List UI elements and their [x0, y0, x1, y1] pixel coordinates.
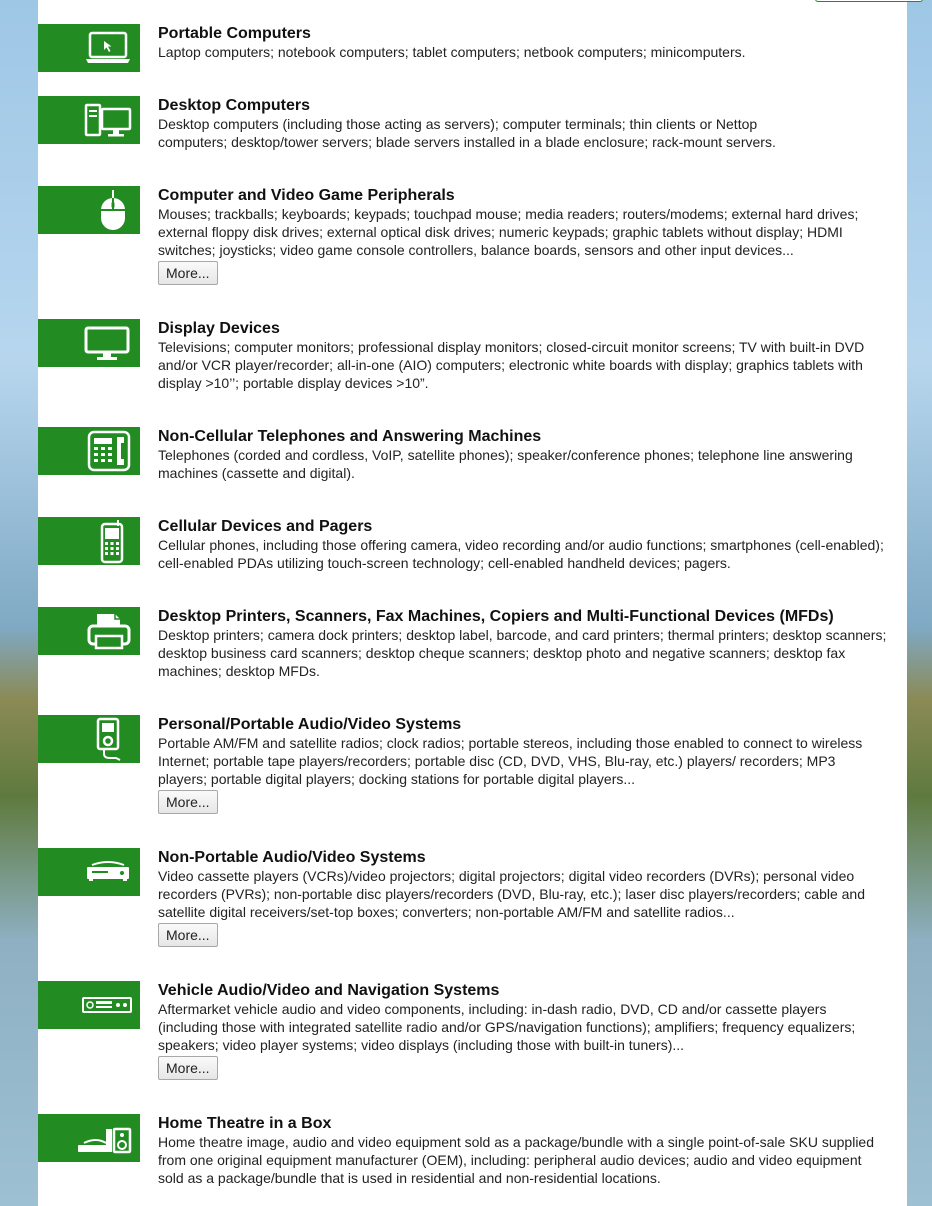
category-icon-tile	[38, 607, 140, 655]
background-landscape-left	[0, 0, 38, 1206]
category-icon-tile	[38, 319, 140, 367]
more-button[interactable]: More...	[158, 1056, 218, 1080]
category-description: Laptop computers; notebook computers; tablet computers; netbook computers; minicomputers.	[158, 44, 746, 60]
category-description: Mouses; trackballs; keyboards; keypads; touchpad mouse; media readers; routers/modems; external hard drives; external floppy disk drives; external optical disk drives; numeric keypads; graphic tablets without display; HDMI switches; joysticks; video game console controllers, balance boards, sensors and other input devices...	[158, 206, 859, 258]
printer-icon	[84, 610, 132, 652]
category-description: Home theatre image, audio and video equipment sold as a package/bundle with a single point-of-sale SKU supplied from one original equipment manufacturer (OEM), including: peripheral audio devices; audio and video equipment sold as a package/bundle that is used in residential and non-residential locations.	[158, 1134, 875, 1186]
category-icon-tile	[38, 427, 140, 475]
category-icon-tile	[38, 517, 140, 565]
category-description: Desktop printers; camera dock printers; desktop label, barcode, and card printers; thermal printers; desktop scanners; desktop business card scanners; desktop cheque scanners; desktop photo and negative scanners; desktop fax machines; desktop MFDs.	[158, 627, 887, 679]
portable-audio-player-icon	[84, 716, 132, 762]
content-panel	[38, 0, 907, 1206]
home-theatre-icon	[76, 1121, 132, 1155]
category-title[interactable]: Non-Portable Audio/Video Systems	[158, 849, 426, 866]
telephone-icon	[84, 429, 132, 473]
category-icon-tile	[38, 981, 140, 1029]
category-icon-tile	[38, 1114, 140, 1162]
dvd-player-icon	[84, 857, 132, 887]
category-description: Portable AM/FM and satellite radios; clock radios; portable stereos, including those enabled to connect to wireless Internet; portable tape players/recorders; portable disc (CD, DVD, VHS, Blu-ray, etc.) players/ recorders; MP3 players; portable digital players; docking stations for portable digital players...	[158, 735, 863, 787]
desktop-computer-icon	[84, 101, 132, 139]
category-description: Desktop computers (including those acting as servers); computer terminals; thin clients or Nettop computers; desktop/tower servers; blade servers installed in a blade enclosure; rack-mount servers.	[158, 116, 776, 150]
top-button-edge[interactable]	[815, 0, 923, 2]
category-title[interactable]: Non-Cellular Telephones and Answering Machines	[158, 428, 542, 445]
category-title[interactable]: Desktop Printers, Scanners, Fax Machines, Copiers and Multi-Functional Devices (MFDs)	[158, 608, 834, 625]
laptop-icon	[84, 29, 132, 67]
category-description: Televisions; computer monitors; professional display monitors; closed-circuit monitor screens; TV with built-in DVD and/or VCR player/recorder; all-in-one (AIO) computers; electronic white boards with display; graphics tablets with display >10’’; portable display devices >10”.	[158, 339, 865, 391]
category-title[interactable]: Display Devices	[158, 320, 280, 337]
more-button[interactable]: More...	[158, 923, 218, 947]
category-icon-tile	[38, 24, 140, 72]
background-landscape-right	[907, 0, 932, 1206]
monitor-icon	[84, 324, 132, 362]
car-stereo-icon	[82, 995, 132, 1015]
category-title[interactable]: Computer and Video Game Peripherals	[158, 187, 455, 204]
category-title[interactable]: Portable Computers	[158, 25, 311, 42]
category-title[interactable]: Home Theatre in a Box	[158, 1115, 332, 1132]
category-title[interactable]: Desktop Computers	[158, 97, 311, 114]
category-title[interactable]: Cellular Devices and Pagers	[158, 518, 373, 535]
mouse-icon	[84, 188, 132, 232]
category-icon-tile	[38, 848, 140, 896]
more-button[interactable]: More...	[158, 790, 218, 814]
more-button[interactable]: More...	[158, 261, 218, 285]
category-icon-tile	[38, 186, 140, 234]
category-description: Telephones (corded and cordless, VoIP, satellite phones); speaker/conference phones; telephone line answering machines (cassette and digital).	[158, 447, 853, 481]
category-description: Cellular phones, including those offering camera, video recording and/or audio functions; smartphones (cell-enabled); cell-enabled PDAs utilizing touch-screen technology; cell-enabled handheld devices; pagers.	[158, 537, 884, 571]
category-description: Aftermarket vehicle audio and video components, including: in-dash radio, DVD, CD and/or cassette players (including those with integrated satellite radio and/or GPS/navigation functions); amplifiers; frequency equalizers; speakers; video player systems; video displays (including those with built-in tuners)...	[158, 1001, 856, 1053]
cell-phone-icon	[84, 518, 132, 564]
category-title[interactable]: Vehicle Audio/Video and Navigation Systems	[158, 982, 500, 999]
category-description: Video cassette players (VCRs)/video projectors; digital projectors; digital video recorders (DVRs); personal video recorders (PVRs); non-portable disc players/recorders (DVD, Blu-ray, etc.); laser disc players/recorders; cable and satellite digital receivers/set-top boxes; converters; non-portable AM/FM and satellite radios...	[158, 868, 865, 920]
category-icon-tile	[38, 715, 140, 763]
category-title[interactable]: Personal/Portable Audio/Video Systems	[158, 716, 462, 733]
category-icon-tile	[38, 96, 140, 144]
